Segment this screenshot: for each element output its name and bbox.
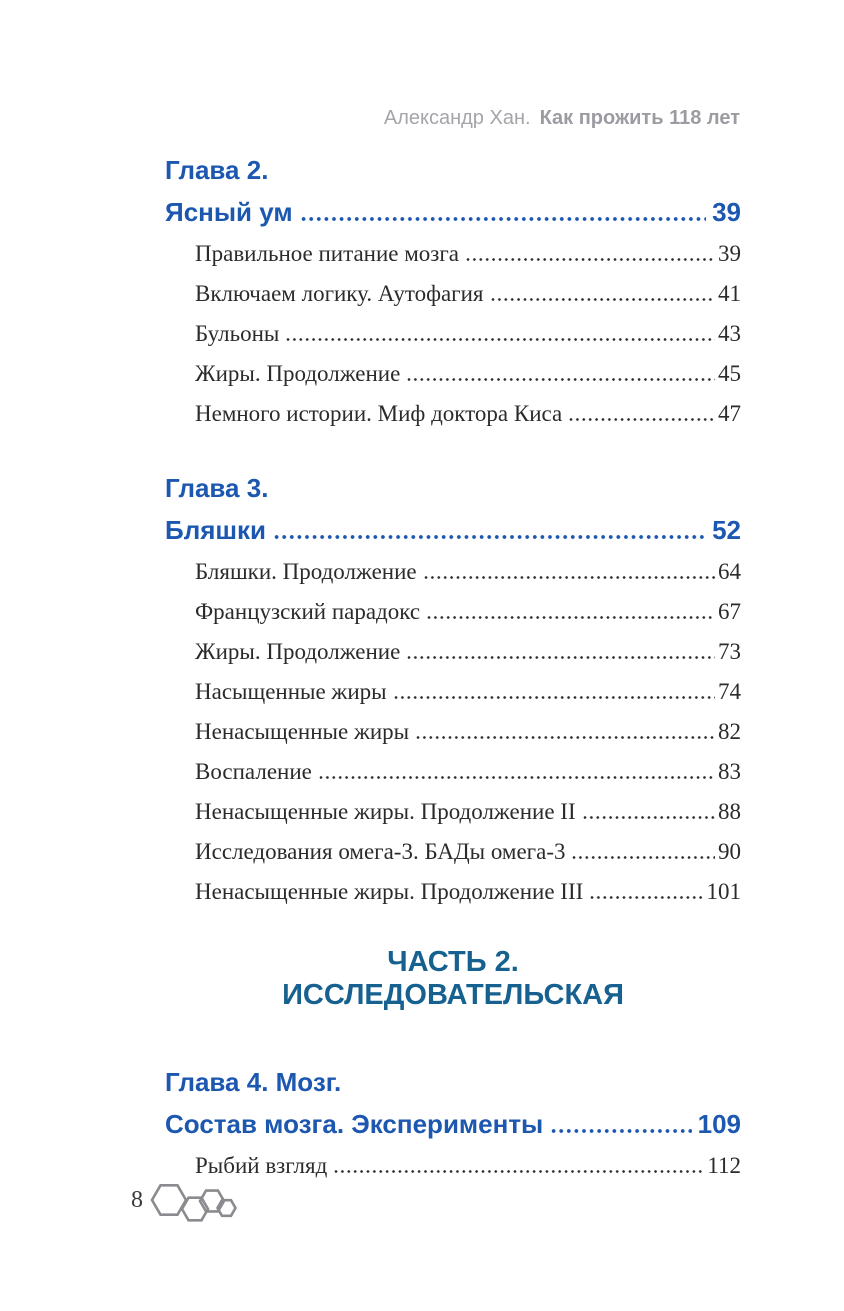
dot-leader — [571, 856, 715, 859]
chapter-page-number: 109 — [697, 1109, 741, 1139]
dot-leader — [423, 576, 715, 579]
dot-leader — [333, 1170, 704, 1173]
toc-item-row[interactable] — [165, 792, 741, 832]
toc-item-label: Ненасыщенные жиры. Продолжение II — [195, 799, 576, 824]
page-number: 8 — [131, 1187, 143, 1213]
toc-item-page-number: 90 — [718, 839, 741, 864]
chapter-page-number: 39 — [712, 197, 741, 227]
toc-item-page-number: 47 — [718, 401, 741, 426]
header-author: Александр Хан. — [383, 107, 531, 129]
dot-leader — [285, 338, 715, 341]
chapter-title: Бляшки — [165, 515, 267, 545]
toc-item-row[interactable] — [165, 1146, 741, 1186]
toc-item-row[interactable] — [165, 872, 741, 912]
chapter-title-row[interactable] — [165, 190, 741, 234]
dot-leader — [273, 535, 706, 539]
header-book-title: Как прожить 118 лет — [539, 107, 740, 129]
part-heading — [165, 946, 741, 1012]
toc-item-label: Французский парадокс — [195, 599, 421, 624]
toc-item-label: Исследования омега-3. БАДы омега-3 — [195, 839, 566, 864]
dot-leader — [393, 696, 715, 699]
toc-item-label: Жиры. Продолжение — [195, 639, 401, 664]
toc-item-row[interactable] — [165, 592, 741, 632]
toc-item-label: Включаем логику. Аутофагия — [195, 281, 484, 306]
dot-leader — [406, 656, 715, 659]
dot-leader — [300, 217, 706, 221]
dot-leader — [582, 816, 715, 819]
toc-item-row[interactable] — [165, 354, 741, 394]
toc-item-label: Рыбий взгляд — [195, 1153, 328, 1178]
toc-item-page-number: 43 — [718, 321, 741, 346]
toc-item-page-number: 73 — [718, 639, 741, 664]
toc-item-row[interactable] — [165, 632, 741, 672]
chapter-number-line: Глава 2. — [165, 155, 269, 185]
toc-item-label: Бляшки. Продолжение — [195, 559, 417, 584]
toc-item-row[interactable] — [165, 314, 741, 354]
dot-leader — [490, 298, 716, 301]
toc-item-label: Немного истории. Миф доктора Киса — [195, 401, 563, 426]
chapter-group — [165, 468, 741, 912]
toc-item-page-number: 88 — [718, 799, 741, 824]
chapter-title: Ясный ум — [165, 197, 293, 227]
toc-item-page-number: 64 — [718, 559, 741, 584]
toc-item-page-number: 112 — [707, 1153, 741, 1178]
chapter-group — [165, 150, 741, 434]
toc-item-page-number: 82 — [718, 719, 741, 744]
toc-item-row[interactable] — [165, 752, 741, 792]
toc-item-page-number: 41 — [718, 281, 741, 306]
toc-item-row[interactable] — [165, 672, 741, 712]
toc-item-row[interactable] — [165, 274, 741, 314]
dot-leader — [415, 736, 715, 739]
chapter-title-row[interactable] — [165, 1102, 741, 1146]
chapter-title: Состав мозга. Эксперименты — [165, 1109, 544, 1139]
chapter-number-line: Глава 4. Мозг. — [165, 1067, 342, 1097]
dot-leader — [318, 776, 715, 779]
toc-item-label: Ненасыщенные жиры — [195, 719, 410, 744]
page-footer — [131, 1183, 238, 1225]
hexagon-molecule-icon — [150, 1183, 238, 1225]
dot-leader — [406, 378, 715, 381]
dot-leader — [550, 1129, 691, 1133]
toc-item-page-number: 39 — [718, 241, 741, 266]
toc-item-row[interactable] — [165, 552, 741, 592]
chapter-group — [165, 1062, 741, 1186]
toc-item-page-number: 45 — [718, 361, 741, 386]
dot-leader — [589, 896, 703, 899]
toc-item-label: Насыщенные жиры — [195, 679, 387, 704]
toc-item-row[interactable] — [165, 234, 741, 274]
table-of-contents — [165, 150, 741, 1220]
toc-item-row[interactable] — [165, 712, 741, 752]
toc-item-label: Воспаление — [195, 759, 312, 784]
toc-item-label: Жиры. Продолжение — [195, 361, 401, 386]
part-title-line2: ИССЛЕДОВАТЕЛЬСКАЯ — [282, 979, 624, 1011]
chapter-title-row[interactable] — [165, 508, 741, 552]
toc-item-page-number: 74 — [718, 679, 741, 704]
toc-item-page-number: 83 — [718, 759, 741, 784]
chapter-page-number: 52 — [712, 515, 741, 545]
toc-item-label: Бульоны — [195, 321, 280, 346]
toc-item-row[interactable] — [165, 832, 741, 872]
running-header — [384, 106, 740, 130]
toc-item-label: Ненасыщенные жиры. Продолжение III — [195, 879, 584, 904]
dot-leader — [426, 616, 715, 619]
toc-item-page-number: 101 — [706, 879, 741, 904]
dot-leader — [465, 258, 715, 261]
toc-item-label: Правильное питание мозга — [195, 241, 460, 266]
chapter-number-line: Глава 3. — [165, 473, 269, 503]
part-title-line1: ЧАСТЬ 2. — [387, 946, 519, 978]
toc-item-page-number: 67 — [718, 599, 741, 624]
toc-item-row[interactable] — [165, 394, 741, 434]
dot-leader — [568, 418, 715, 421]
